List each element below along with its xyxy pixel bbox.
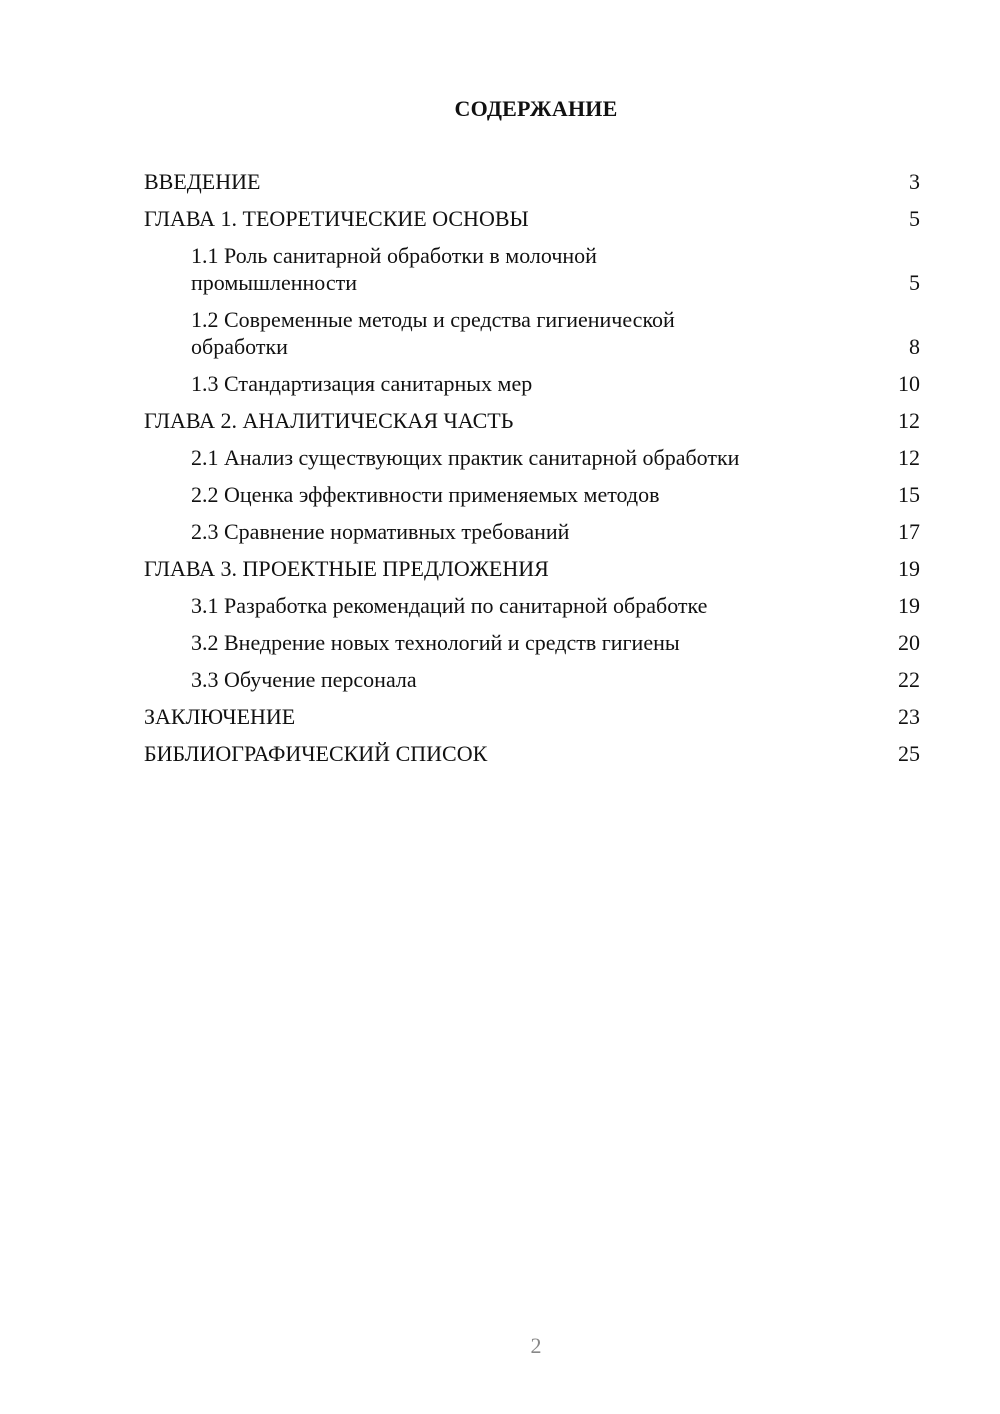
toc-entry-page: 19 (898, 593, 920, 618)
toc-entry-page: 23 (898, 704, 920, 729)
toc-entry-section-1-2 (144, 306, 920, 360)
toc-entry-label: ВВЕДЕНИЕ (144, 169, 261, 194)
toc-entry-label: 1.3 Стандартизация санитарных мер (191, 371, 533, 396)
toc-entry-page: 3 (909, 169, 920, 194)
toc-entry-section-3-3 (144, 666, 920, 693)
toc-entry-label: 1.2 Современные методы и средства гигиенической обработки (191, 307, 675, 359)
toc-entry-label: 3.3 Обучение персонала (191, 667, 417, 692)
toc-entry-page: 8 (909, 334, 920, 359)
toc-entry-chapter-3 (144, 555, 920, 582)
toc-entry-conclusion (144, 703, 920, 730)
toc-entry-bibliography (144, 740, 920, 767)
toc-entry-chapter-2 (144, 407, 920, 434)
toc-entry-section-2-3 (144, 518, 920, 545)
toc-entry-page: 10 (898, 371, 920, 396)
page-number: 2 (530, 1333, 542, 1358)
toc-entry-page: 15 (898, 482, 920, 507)
toc-entry-label: БИБЛИОГРАФИЧЕСКИЙ СПИСОК (144, 741, 488, 766)
toc-entry-label: ГЛАВА 1. ТЕОРЕТИЧЕСКИЕ ОСНОВЫ (144, 206, 529, 231)
toc-title: СОДЕРЖАНИЕ (454, 96, 618, 121)
toc-entry-label: ЗАКЛЮЧЕНИЕ (144, 704, 296, 729)
toc-entry-section-3-2 (144, 629, 920, 656)
toc-entry-page: 20 (898, 630, 920, 655)
toc-entry-page: 17 (898, 519, 920, 544)
toc-entry-label: ГЛАВА 2. АНАЛИТИЧЕСКАЯ ЧАСТЬ (144, 408, 514, 433)
toc-entry-label: 2.3 Сравнение нормативных требований (191, 519, 570, 544)
toc-entry-page: 19 (898, 556, 920, 581)
toc-entry-label: 2.1 Анализ существующих практик санитарной обработки (191, 445, 740, 470)
toc-entry-page: 12 (898, 408, 920, 433)
toc-entry-page: 22 (898, 667, 920, 692)
toc-entry-page: 5 (909, 270, 920, 295)
toc-entry-introduction (144, 168, 920, 195)
toc-entry-page: 25 (898, 741, 920, 766)
toc-entry-chapter-1 (144, 205, 920, 232)
toc-entry-label: 1.1 Роль санитарной обработки в молочной промышленности (191, 243, 597, 295)
toc-entry-label: 3.2 Внедрение новых технологий и средств гигиены (191, 630, 680, 655)
toc-entry-section-1-1 (144, 242, 920, 296)
toc-entry-page: 12 (898, 445, 920, 470)
toc-entry-section-2-2 (144, 481, 920, 508)
toc-entry-label: 2.2 Оценка эффективности применяемых методов (191, 482, 660, 507)
toc-entry-label: ГЛАВА 3. ПРОЕКТНЫЕ ПРЕДЛОЖЕНИЯ (144, 556, 549, 581)
toc-entry-section-2-1 (144, 444, 920, 471)
toc-entry-label: 3.1 Разработка рекомендаций по санитарной обработке (191, 593, 708, 618)
toc-entry-section-3-1 (144, 592, 920, 619)
toc-entry-page: 5 (909, 206, 920, 231)
toc-entry-section-1-3 (144, 370, 920, 397)
table-of-contents (144, 168, 920, 777)
